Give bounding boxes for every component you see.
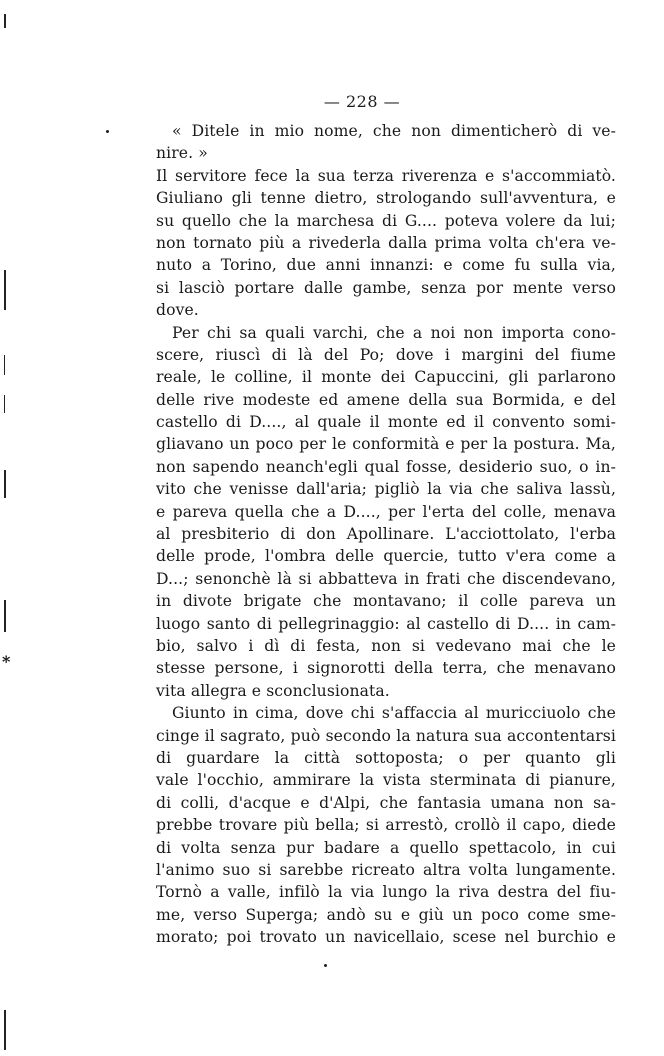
text-line: nire. »: [156, 144, 208, 163]
page-number: — 228 —: [323, 92, 401, 111]
margin-mark: [4, 470, 6, 498]
text-line: vale l'occhio, ammirare la vista sterminata di pianure,: [156, 771, 616, 790]
text-line: non tornato più a rivederla dalla prima volta ch'era ve-: [156, 233, 616, 252]
margin-mark: [4, 355, 5, 375]
body-text: [156, 120, 616, 948]
margin-mark: [4, 600, 6, 632]
ink-dot: [324, 964, 327, 967]
text-line: prebbe trovare più bella; si arrestò, crollò il capo, diede: [156, 816, 616, 835]
text-line: stesse persone, i signorotti della terra, che menavano: [156, 659, 616, 678]
text-line: dove.: [156, 301, 199, 320]
margin-mark: [4, 270, 6, 310]
text-line: al presbiterio di don Apollinare. L'acciottolato, l'erba: [156, 525, 616, 544]
text-line: si lasciò portare dalle gambe, senza por mente verso: [156, 278, 616, 297]
text-line: Giunto in cima, dove chi s'affaccia al muricciuolo che: [172, 704, 616, 723]
text-line: castello di D...., al quale il monte ed il convento somi-: [156, 413, 616, 432]
text-line: Tornò a valle, infilò la via lungo la riva destra del fiu-: [156, 883, 616, 902]
text-line: l'animo suo si sarebbe ricreato altra volta lungamente.: [156, 860, 616, 879]
text-line: nuto a Torino, due anni innanzi: e come fu sulla via,: [156, 256, 616, 275]
text-line: « Ditele in mio nome, che non dimenticherò di ve-: [172, 122, 616, 140]
ink-dot: [106, 130, 109, 133]
text-line: me, verso Superga; andò su e giù un poco come sme-: [156, 905, 616, 924]
text-line: e pareva quella che a D...., per l'erta del colle, menava: [156, 502, 616, 521]
text-line: bio, salvo i dì di festa, non si vedevano mai che le: [156, 636, 616, 655]
text-line: vita allegra e sconclusionata.: [156, 681, 390, 700]
text-line: reale, le colline, il monte dei Capuccini, gli parlarono: [156, 368, 616, 387]
text-line: non sapendo neanch'egli qual fosse, desiderio suo, o in-: [156, 457, 616, 476]
text-line: su quello che la marchesa di G.... poteva volere da lui;: [156, 211, 616, 230]
margin-mark: [4, 14, 6, 28]
text-line: delle prode, l'ombra delle quercie, tutto v'era come a: [156, 547, 616, 566]
text-line: D...; senonchè là si abbatteva in frati che discendevano,: [156, 569, 616, 588]
text-line: di colli, d'acque e d'Alpi, che fantasia umana non sa-: [156, 793, 616, 812]
text-line: di volta senza pur badare a quello spettacolo, in cui: [156, 838, 616, 857]
text-line: di guardare la città sottoposta; o per quanto gli: [156, 748, 616, 767]
text-line: luogo santo di pellegrinaggio: al castello di D.... in cam-: [156, 614, 616, 633]
text-line: gliavano un poco per le conformità e per la postura. Ma,: [156, 435, 616, 454]
text-line: vito che venisse dall'aria; pigliò la via che saliva lassù,: [156, 480, 616, 499]
text-line: Giuliano gli tenne dietro, strologando sull'avventura, e: [156, 189, 616, 208]
text-line: morato; poi trovato un navicellaio, scese nel burchio e: [156, 928, 616, 947]
margin-mark: [4, 1010, 6, 1050]
text-line: Per chi sa quali varchi, che a noi non importa cono-: [172, 323, 616, 342]
margin-asterisk: *: [2, 652, 11, 671]
margin-mark: [4, 395, 5, 413]
text-line: in divote brigate che montavano; il colle pareva un: [156, 592, 616, 611]
text-line: cinge il sagrato, può secondo la natura sua accontentarsi: [156, 726, 616, 745]
text-line: delle rive modeste ed amene della sua Bormida, e del: [156, 390, 616, 409]
text-line: Il servitore fece la sua terza riverenza e s'accommiatò.: [156, 166, 616, 185]
text-line: scere, riuscì di là del Po; dove i margini del fiume: [156, 345, 616, 364]
